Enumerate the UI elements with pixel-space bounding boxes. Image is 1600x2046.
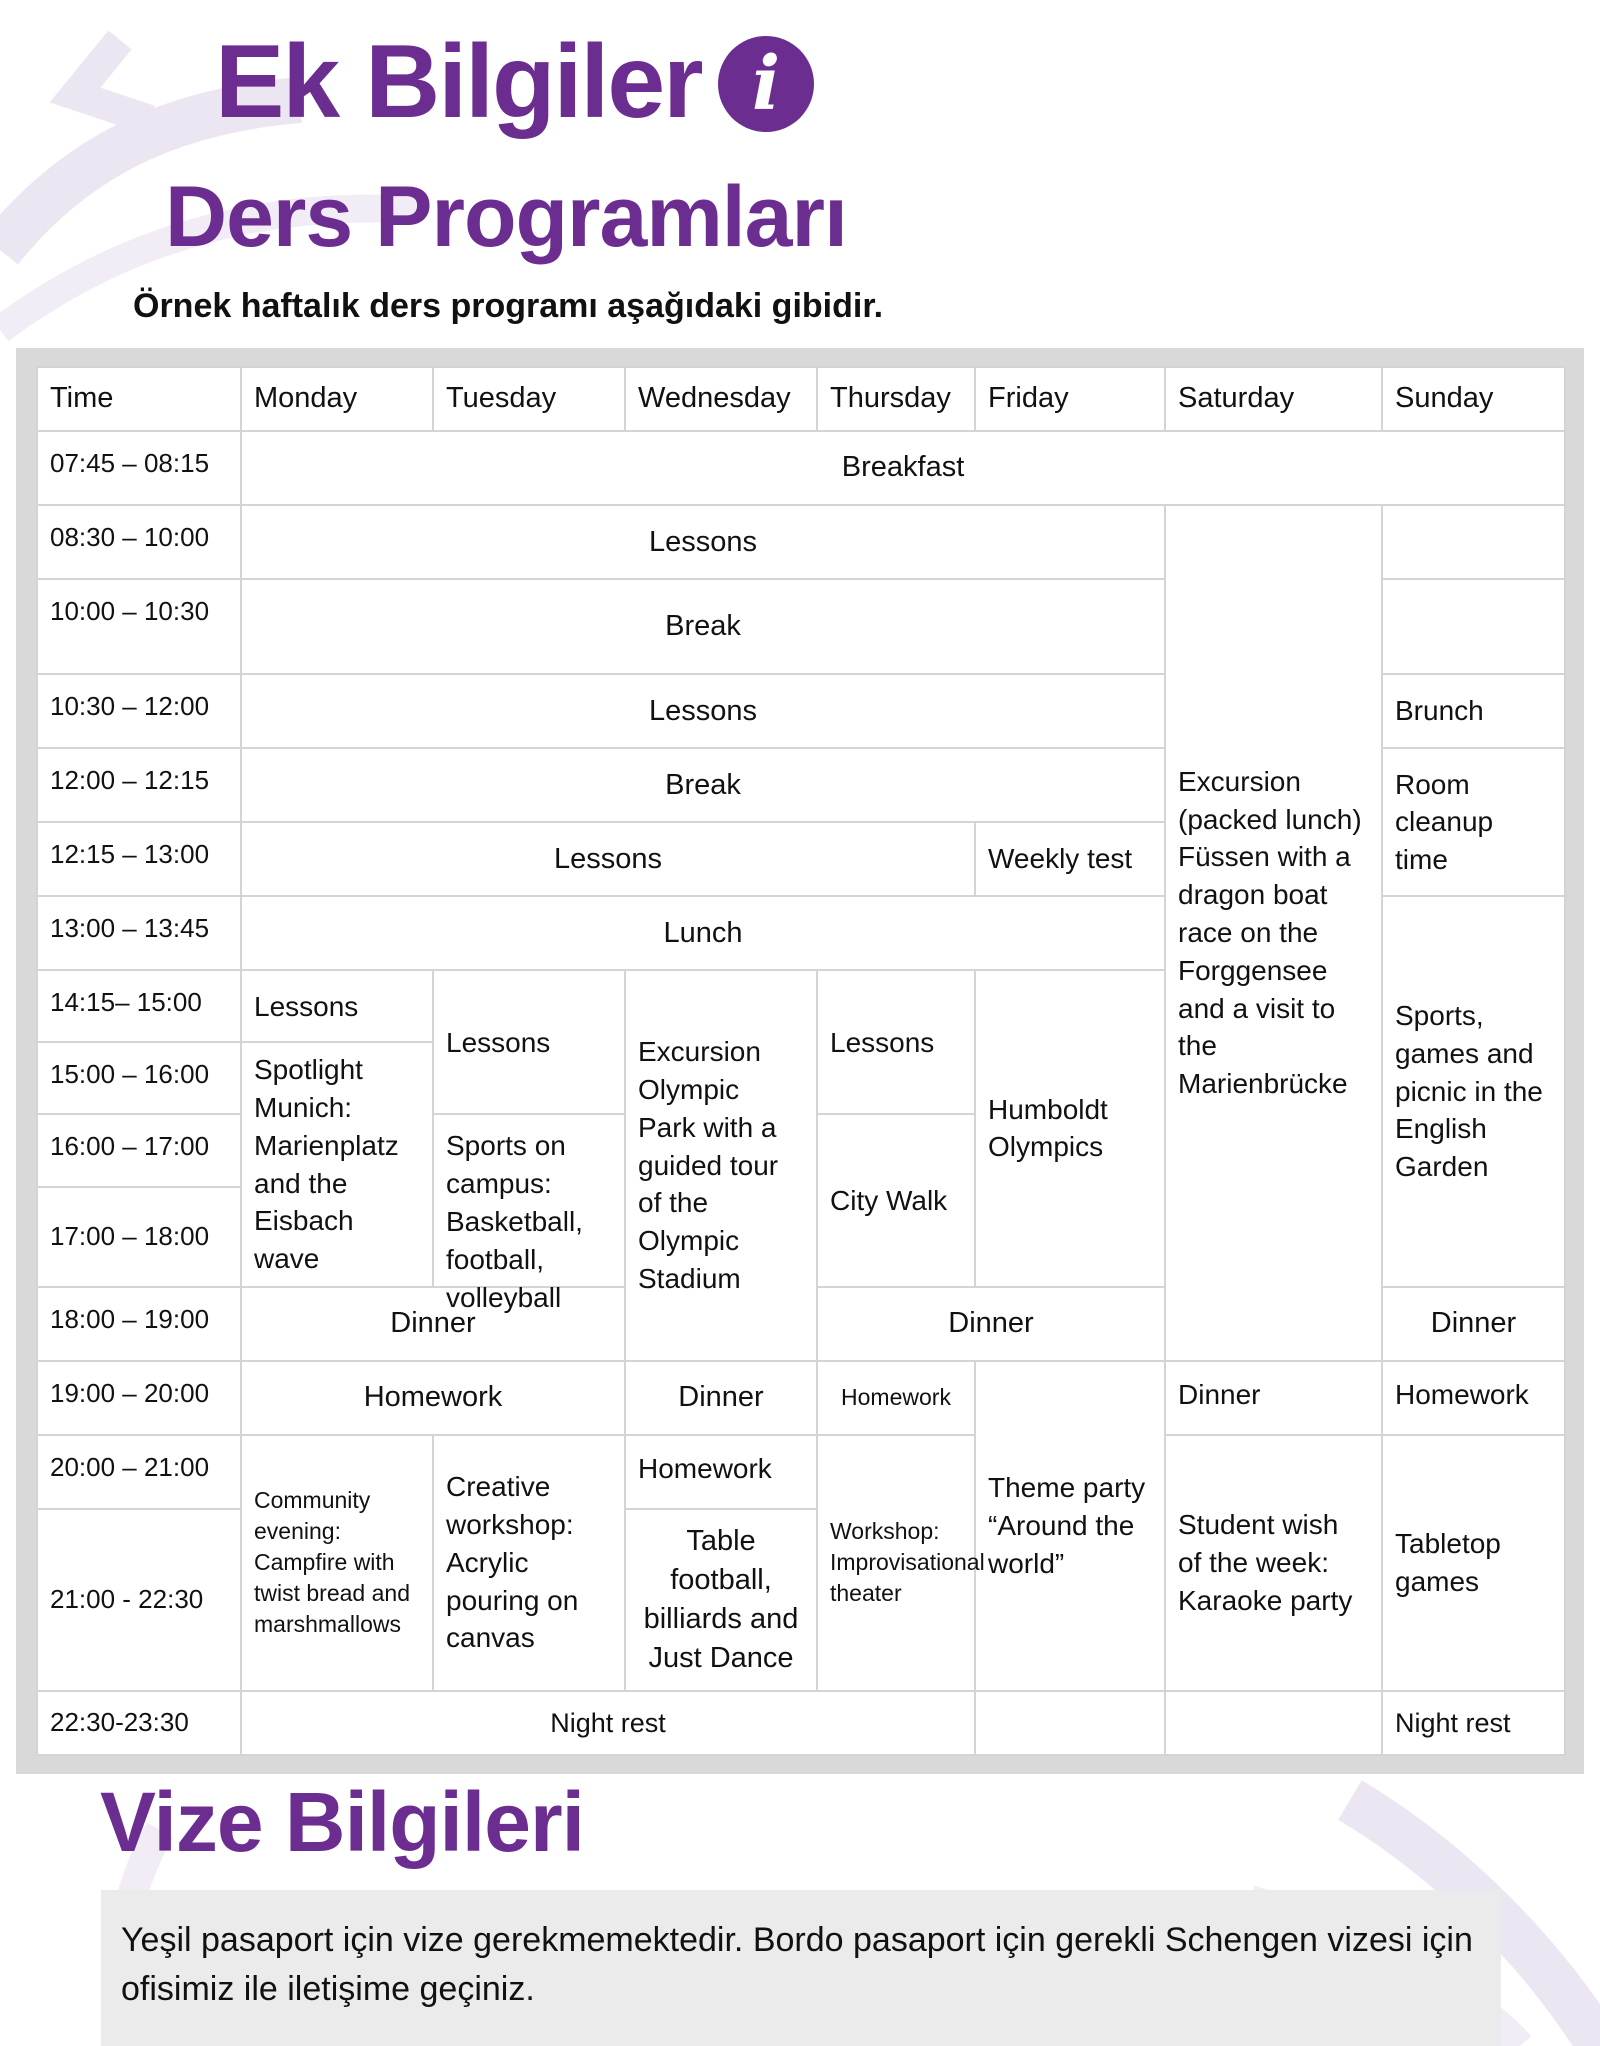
lessons-cell: Lessons	[241, 970, 433, 1042]
homework-cell: Homework	[1382, 1361, 1565, 1435]
info-icon: i	[718, 36, 814, 132]
weekly-test-cell: Weekly test	[975, 822, 1165, 896]
dinner-cell: Dinner	[817, 1287, 1165, 1361]
breakfast-cell: Breakfast	[241, 431, 1565, 505]
homework-cell: Homework	[241, 1361, 625, 1435]
creative-workshop-cell: Creative workshop: Acrylic pouring on canvas	[433, 1435, 625, 1691]
column-header-friday: Friday	[975, 367, 1165, 431]
time-cell: 08:30 – 10:00	[37, 505, 241, 579]
time-cell: 13:00 – 13:45	[37, 896, 241, 970]
column-header-saturday: Saturday	[1165, 367, 1382, 431]
friday-olympics-cell: Humboldt Olympics	[975, 970, 1165, 1286]
break-cell: Break	[241, 748, 1165, 822]
theme-party-cell: Theme party “Around the world”	[975, 1361, 1165, 1691]
time-cell: 18:00 – 19:00	[37, 1287, 241, 1361]
weekly-schedule-table	[36, 366, 1566, 1756]
empty-cell	[1165, 1691, 1382, 1755]
column-header-monday: Monday	[241, 367, 433, 431]
time-cell: 16:00 – 17:00	[37, 1114, 241, 1186]
time-cell: 20:00 – 21:00	[37, 1435, 241, 1509]
tabletop-games-cell: Tabletop games	[1382, 1435, 1565, 1691]
lessons-cell: Lessons	[433, 970, 625, 1114]
time-cell: 14:15– 15:00	[37, 970, 241, 1042]
time-cell: 12:15 – 13:00	[37, 822, 241, 896]
time-cell: 22:30-23:30	[37, 1691, 241, 1755]
page-title: Ek Bilgiler	[215, 24, 702, 140]
community-evening-cell: Community evening: Campfire with twist bread and marshmallows	[241, 1435, 433, 1691]
night-rest-cell: Night rest	[1382, 1691, 1565, 1755]
table-header-row	[37, 367, 1565, 431]
time-cell: 21:00 - 22:30	[37, 1509, 241, 1691]
sunday-sports-cell: Sports, games and picnic in the English Garden	[1382, 896, 1565, 1286]
table-games-cell: Table football, billiards and Just Dance	[625, 1509, 817, 1691]
homework-cell: Homework	[817, 1361, 975, 1435]
dinner-cell: Dinner	[1382, 1287, 1565, 1361]
column-header-tuesday: Tuesday	[433, 367, 625, 431]
time-cell: 10:30 – 12:00	[37, 674, 241, 748]
column-header-wednesday: Wednesday	[625, 367, 817, 431]
lessons-cell: Lessons	[241, 822, 975, 896]
column-header-thursday: Thursday	[817, 367, 975, 431]
time-cell: 10:00 – 10:30	[37, 579, 241, 674]
saturday-excursion-cell: Excursion (packed lunch) Füssen with a dragon boat race on the Forggensee and a visit to the Marienbrücke	[1165, 505, 1382, 1361]
time-cell: 19:00 – 20:00	[37, 1361, 241, 1435]
tuesday-sports-cell	[433, 1114, 625, 1313]
time-cell: 15:00 – 16:00	[37, 1042, 241, 1114]
table-row	[37, 431, 1565, 505]
student-wish-cell: Student wish of the week: Karaoke party	[1165, 1435, 1382, 1691]
lessons-cell: Lessons	[241, 505, 1165, 579]
dinner-cell: Dinner	[625, 1361, 817, 1435]
table-row	[37, 1435, 1565, 1509]
empty-cell	[975, 1691, 1165, 1755]
homework-cell: Homework	[625, 1435, 817, 1509]
lunch-cell: Lunch	[241, 896, 1165, 970]
time-cell: 07:45 – 08:15	[37, 431, 241, 505]
theater-workshop-cell: Workshop: Improvisational theater	[817, 1435, 975, 1691]
schedule-intro-text: Örnek haftalık ders programı aşağıdaki gibidir.	[133, 287, 884, 325]
dinner-cell: Dinner	[241, 1287, 625, 1361]
column-header-sunday: Sunday	[1382, 367, 1565, 431]
table-row	[37, 1361, 1565, 1435]
wednesday-excursion-cell: Excursion Olympic Park with a guided tour of the Olympic Stadium	[625, 970, 817, 1360]
section-title-schedule: Ders Programları	[165, 169, 847, 265]
tuesday-sports-text: Sports on campus: Basketball, football, volleyball	[446, 1130, 583, 1313]
table-row	[37, 505, 1565, 579]
visa-info-text: Yeşil pasaport için vize gerekmemektedir. Bordo pasaport için gerekli Schengen vizesi için ofisimiz ile iletişime geçiniz.	[121, 1921, 1473, 2009]
lessons-cell: Lessons	[241, 674, 1165, 748]
empty-cell	[1382, 579, 1565, 674]
dinner-cell: Dinner	[1165, 1361, 1382, 1435]
monday-spotlight-cell: Spotlight Munich: Marienplatz and the Eisbach wave	[241, 1042, 433, 1286]
break-cell: Break	[241, 579, 1165, 674]
night-rest-cell: Night rest	[241, 1691, 975, 1755]
column-header-time: Time	[37, 367, 241, 431]
city-walk-cell: City Walk	[817, 1114, 975, 1286]
room-cleanup-cell: Room cleanup time	[1382, 748, 1565, 896]
schedule-table-frame	[16, 348, 1584, 1774]
section-title-visa: Vize Bilgileri	[100, 1775, 584, 1869]
brunch-cell: Brunch	[1382, 674, 1565, 748]
visa-info-box	[101, 1890, 1501, 2046]
lessons-cell: Lessons	[817, 970, 975, 1114]
time-cell: 12:00 – 12:15	[37, 748, 241, 822]
time-cell: 17:00 – 18:00	[37, 1187, 241, 1287]
table-row	[37, 1691, 1565, 1755]
empty-cell	[1382, 505, 1565, 579]
